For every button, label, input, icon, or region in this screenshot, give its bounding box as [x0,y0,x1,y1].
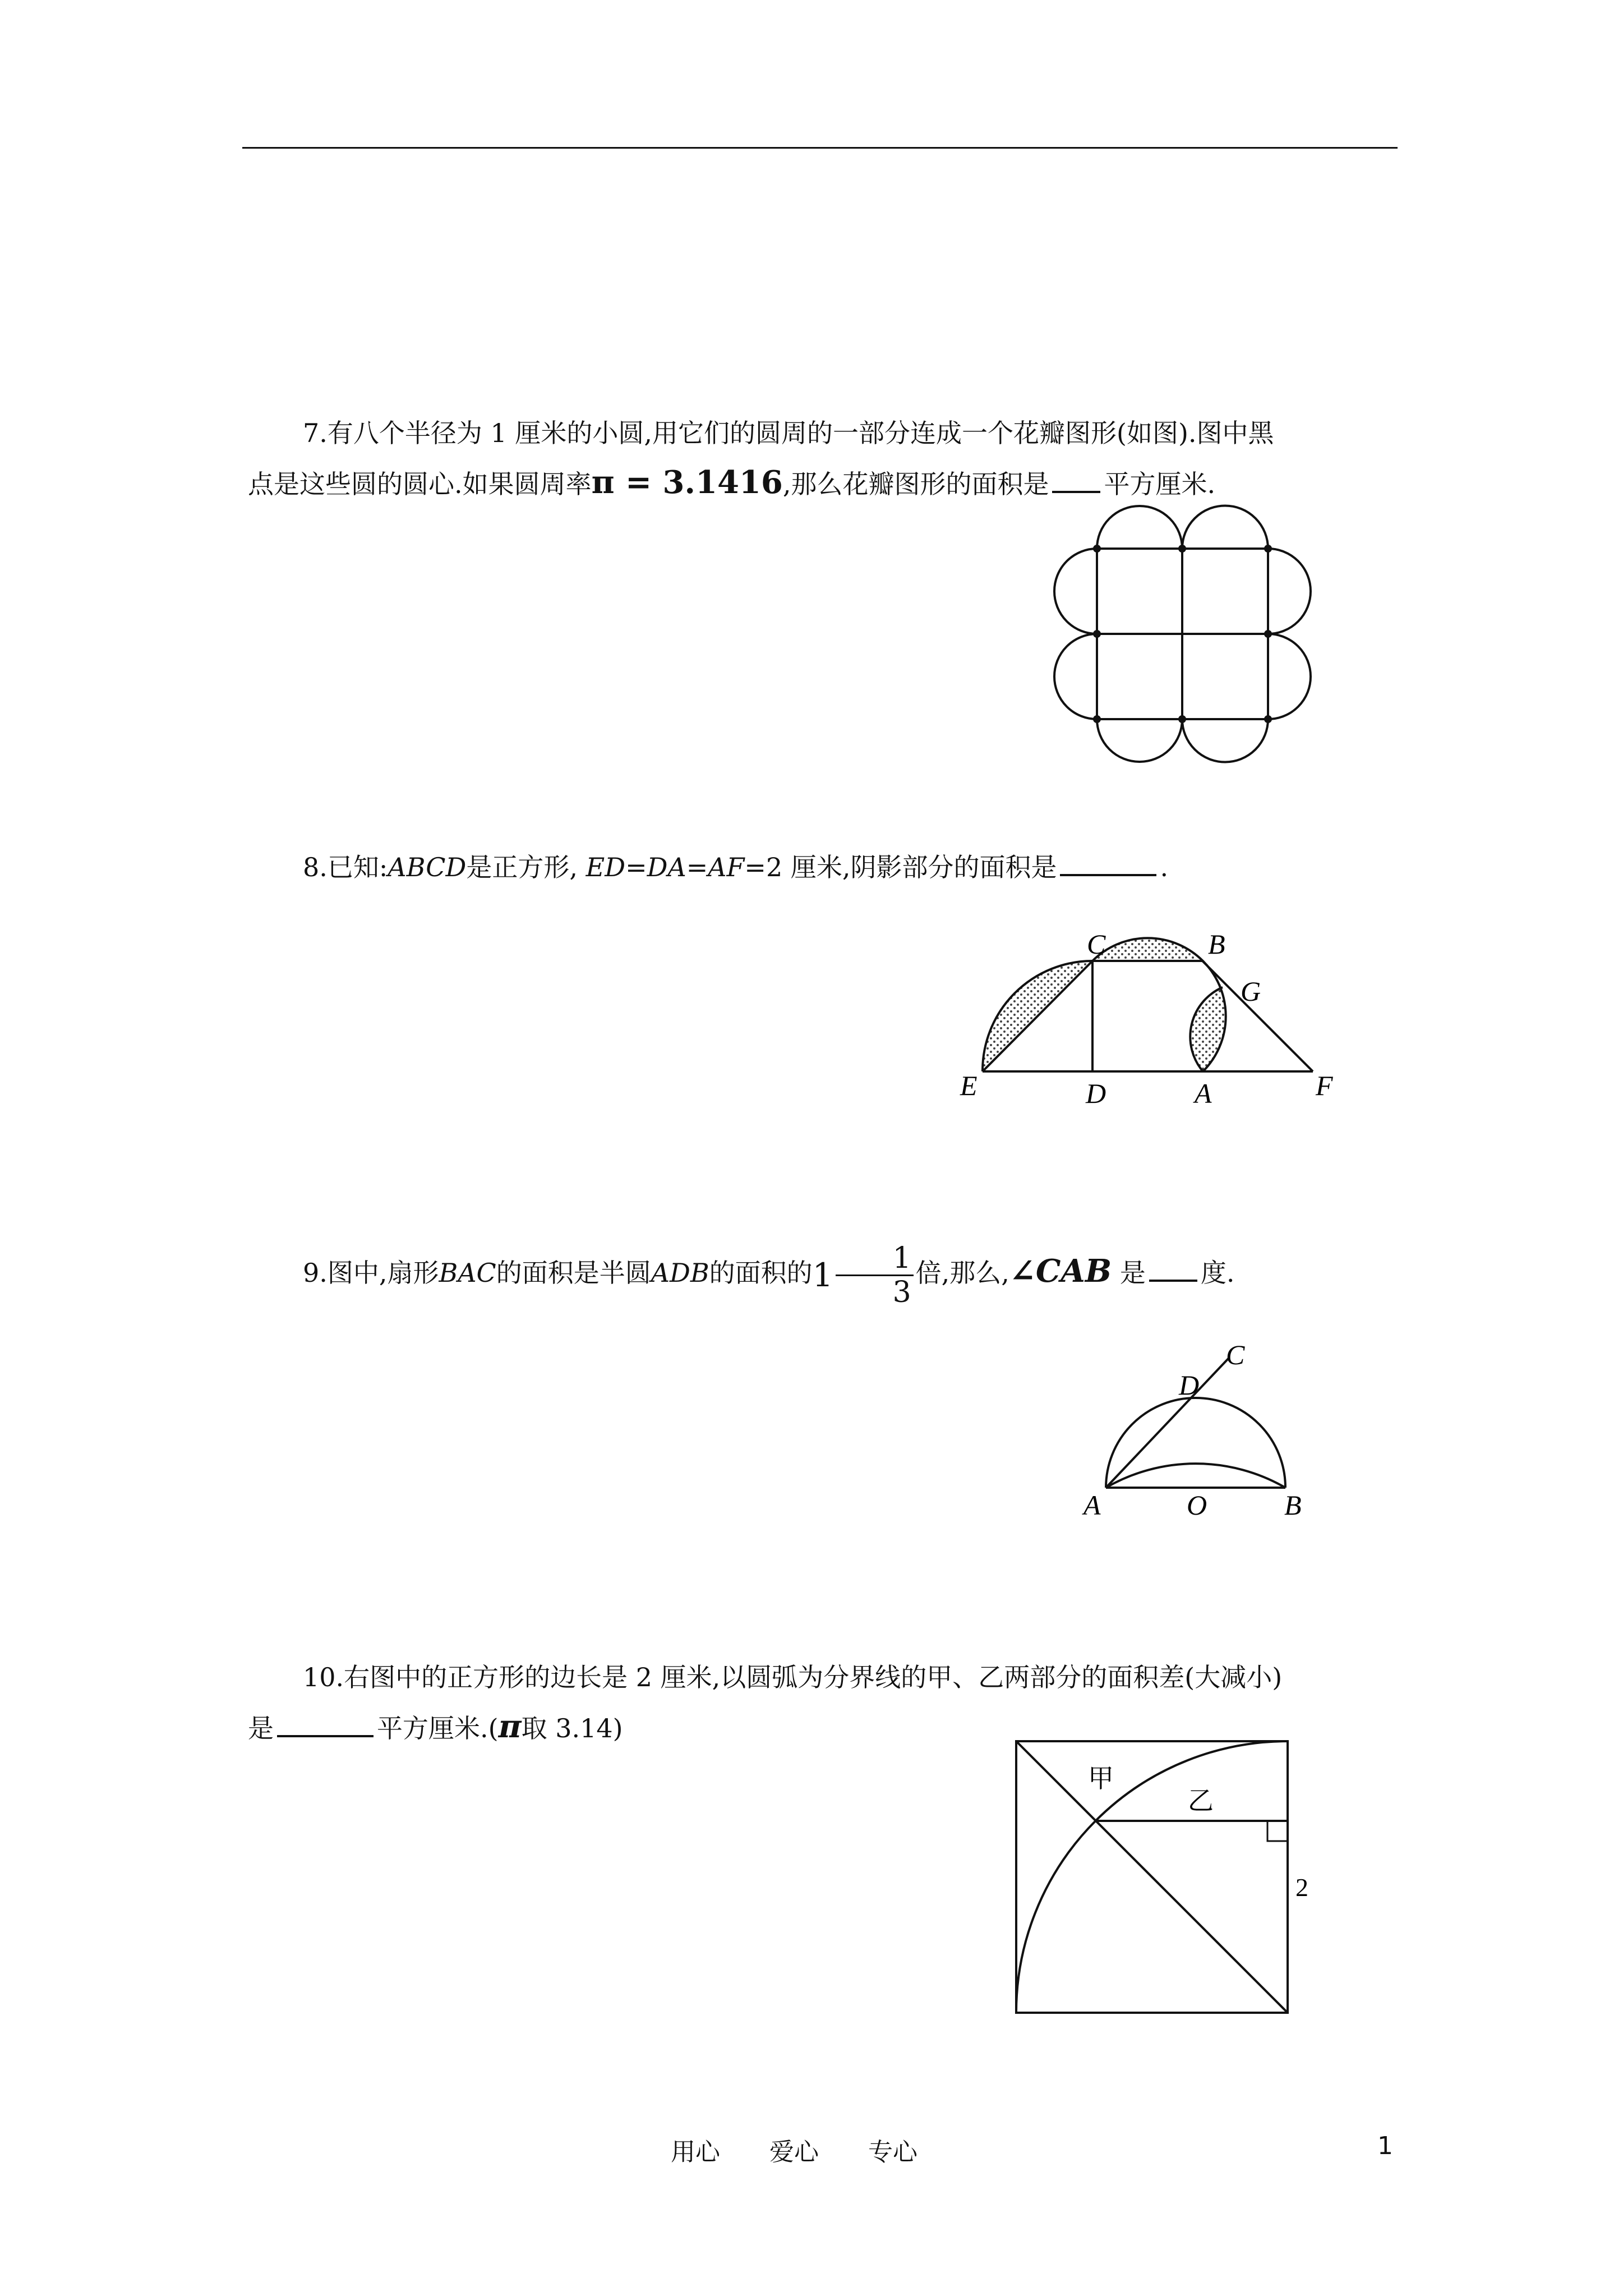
question-9: 9.图中,扇形BAC的面积是半圆ADB的面积的1 $\frac{1}{3}$ 倍,那么,∠CAB 是 度. [303,1241,1235,1309]
answer-blank-9 [1149,1257,1197,1282]
angle-cab: ∠CAB [1009,1253,1112,1290]
label-D: D [1086,1078,1106,1109]
figure-9 [1066,1341,1312,1543]
label-jia: 甲 [1088,1764,1114,1793]
footer-text: 用心 爱心 专心 [671,2138,917,2166]
answer-blank-7 [1052,468,1100,493]
question-10-line2: 是 平方厘米.(π取 3.14) [248,1708,623,1745]
figure-10 [998,1733,1335,2047]
label-B: B [1284,1489,1302,1521]
figure-8 [948,920,1352,1111]
label-B: B [1208,928,1225,960]
answer-blank-8 [1060,852,1156,876]
label-D: D [1179,1369,1200,1401]
label-C: C [1226,1339,1245,1370]
label-G: G [1241,976,1261,1007]
header-rule [242,147,1398,149]
question-8: 8.已知:ABCD是正方形, ED=DA=AF=2 厘米,阴影部分的面积是 . [303,852,1169,882]
question-10-line1: 10.右图中的正方形的边长是 2 厘米,以圆弧为分界线的甲、乙两部分的面积差(大减小) [303,1662,1283,1692]
label-yi: 乙 [1188,1787,1214,1815]
label-E: E [960,1070,978,1101]
label-O: O [1187,1489,1207,1521]
label-A: A [1083,1489,1101,1521]
answer-blank-10 [277,1713,374,1737]
question-7-line2: 点是这些圆的圆心.如果圆周率π = 3.1416,那么花瓣图形的面积是 平方厘米. [248,464,1216,501]
label-side-length: 2 [1295,1873,1308,1902]
label-F: F [1316,1070,1333,1101]
question-7-line1: 7.有八个半径为 1 厘米的小圆,用它们的圆周的一部分连成一个花瓣图形(如图).图中黑 [303,418,1274,448]
label-A: A [1195,1078,1212,1109]
petal-figure [1054,504,1324,762]
label-C: C [1087,928,1106,960]
pi-value: π = 3.1416 [591,464,783,501]
page-number: 1 [1377,2132,1393,2160]
fraction-one-third: $\frac{1}{3}$ [836,1242,914,1309]
